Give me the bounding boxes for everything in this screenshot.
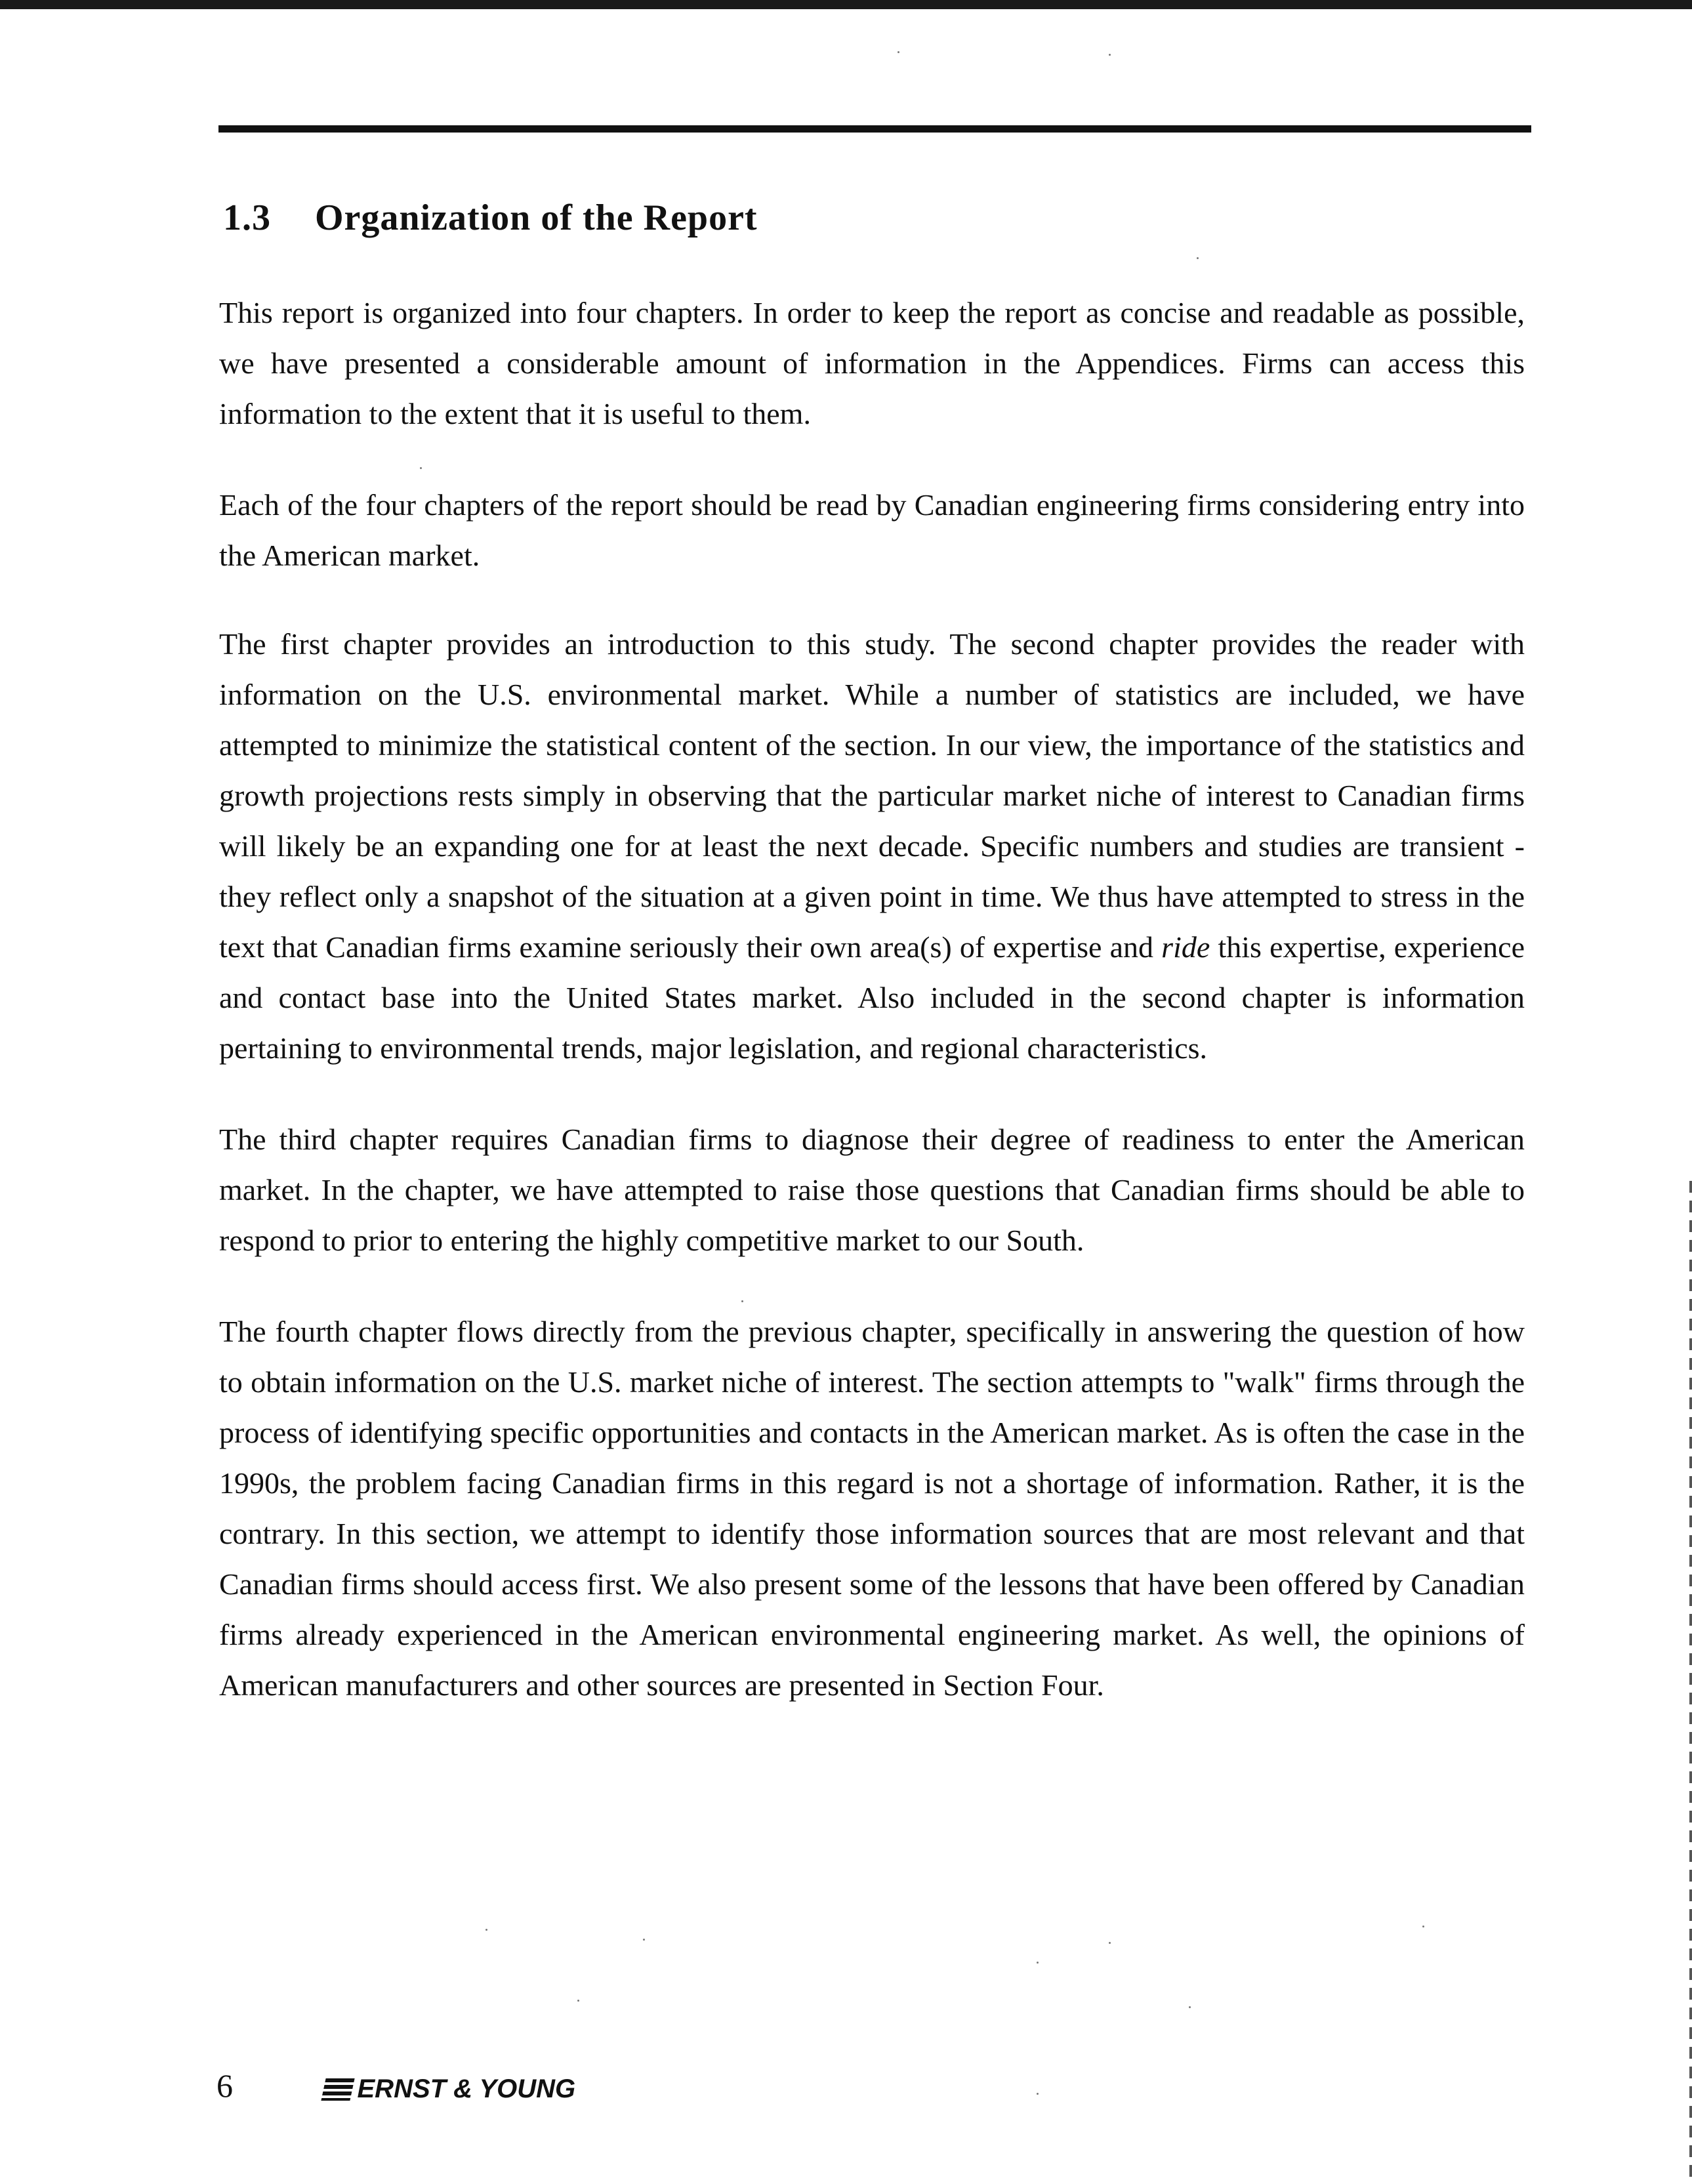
header-rule [218,125,1531,133]
scan-speck [898,51,899,53]
logo-text: ERNST & YOUNG [357,2074,576,2104]
scan-speck [643,1939,645,1941]
scan-speck [485,1929,487,1931]
scan-speck [1037,2093,1039,2095]
section-title: Organization of the Report [315,197,758,238]
scan-speck [1189,2006,1191,2008]
paragraph-3-text-after: this expertise, experience and contact base into the United States market. Also included in the second chapter is information pertaining to environmental trends, major legislation, and regional characteristics. [219,930,1525,1065]
paragraph-4: The third chapter requires Canadian firms to diagnose their degree of readiness to enter the American market. In the chapter, we have attempted to raise those questions that Canadian firms should be able to respond to prior to entering the highly competitive market to our South. [219,1123,1525,1257]
paragraph-2: Each of the four chapters of the report should be read by Canadian engineering firms considering entry into the American market. [219,488,1525,572]
scan-speck [1422,1926,1424,1927]
scan-speck [1109,1942,1111,1944]
scan-right-border [1689,1181,1692,2184]
page-footer [217,2067,575,2105]
section-heading [223,197,758,239]
scan-speck [420,467,422,469]
scan-speck [741,1300,743,1302]
body-text [219,287,1525,1751]
scan-speck [577,2000,579,2002]
paragraph-5: The fourth chapter flows directly from the previous chapter, specifically in answering the question of how to obtain information on the U.S. market niche of interest. The section attempts to "walk" firms through the process of identifying specific opportunities and contacts in the American market. As is often the case in the 1990s, the problem facing Canadian firms in this regard is not a shortage of information. Rather, it is the contrary. In this section, we attempt to identify those information sources that are most relevant and that Canadian firms should access first. We also present some of the lessons that have been offered by Canadian firms already experienced in the American environmental engineering market. As well, the opinions of American manufacturers and other sources are presented in Section Four. [219,1315,1525,1702]
paragraph-3 [219,619,1525,1073]
scan-top-border [0,0,1692,9]
paragraph-1: This report is organized into four chapters. In order to keep the report as concise and readable as possible, we have presented a considerable amount of information in the Appendices. Firms can access this information to the extent that it is useful to them. [219,296,1525,430]
paragraph-3-text-before: The first chapter provides an introduction to this study. The second chapter provides the reader with information on the U.S. environmental market. While a number of statistics are included, we have attempted to minimize the statistical content of the section. In our view, the importance of the statistics and growth projections rests simply in observing that the particular market niche of interest to Canadian firms will likely be an expanding one for at least the next decade. Specific numbers and studies are transient - they reflect only a snapshot of the situation at a given point in time. We thus have attempted to stress in the text that Canadian firms examine seriously their own area(s) of expertise and [219,627,1525,964]
section-number: 1.3 [223,197,271,238]
ernst-young-logo [323,2074,576,2104]
scan-speck [1109,54,1111,56]
paragraph-3-emphasis: ride [1161,930,1210,964]
scan-speck [1197,257,1199,259]
scan-speck [1037,1962,1039,1964]
page-number: 6 [217,2067,233,2104]
ernst-young-logo-icon [321,2078,354,2101]
